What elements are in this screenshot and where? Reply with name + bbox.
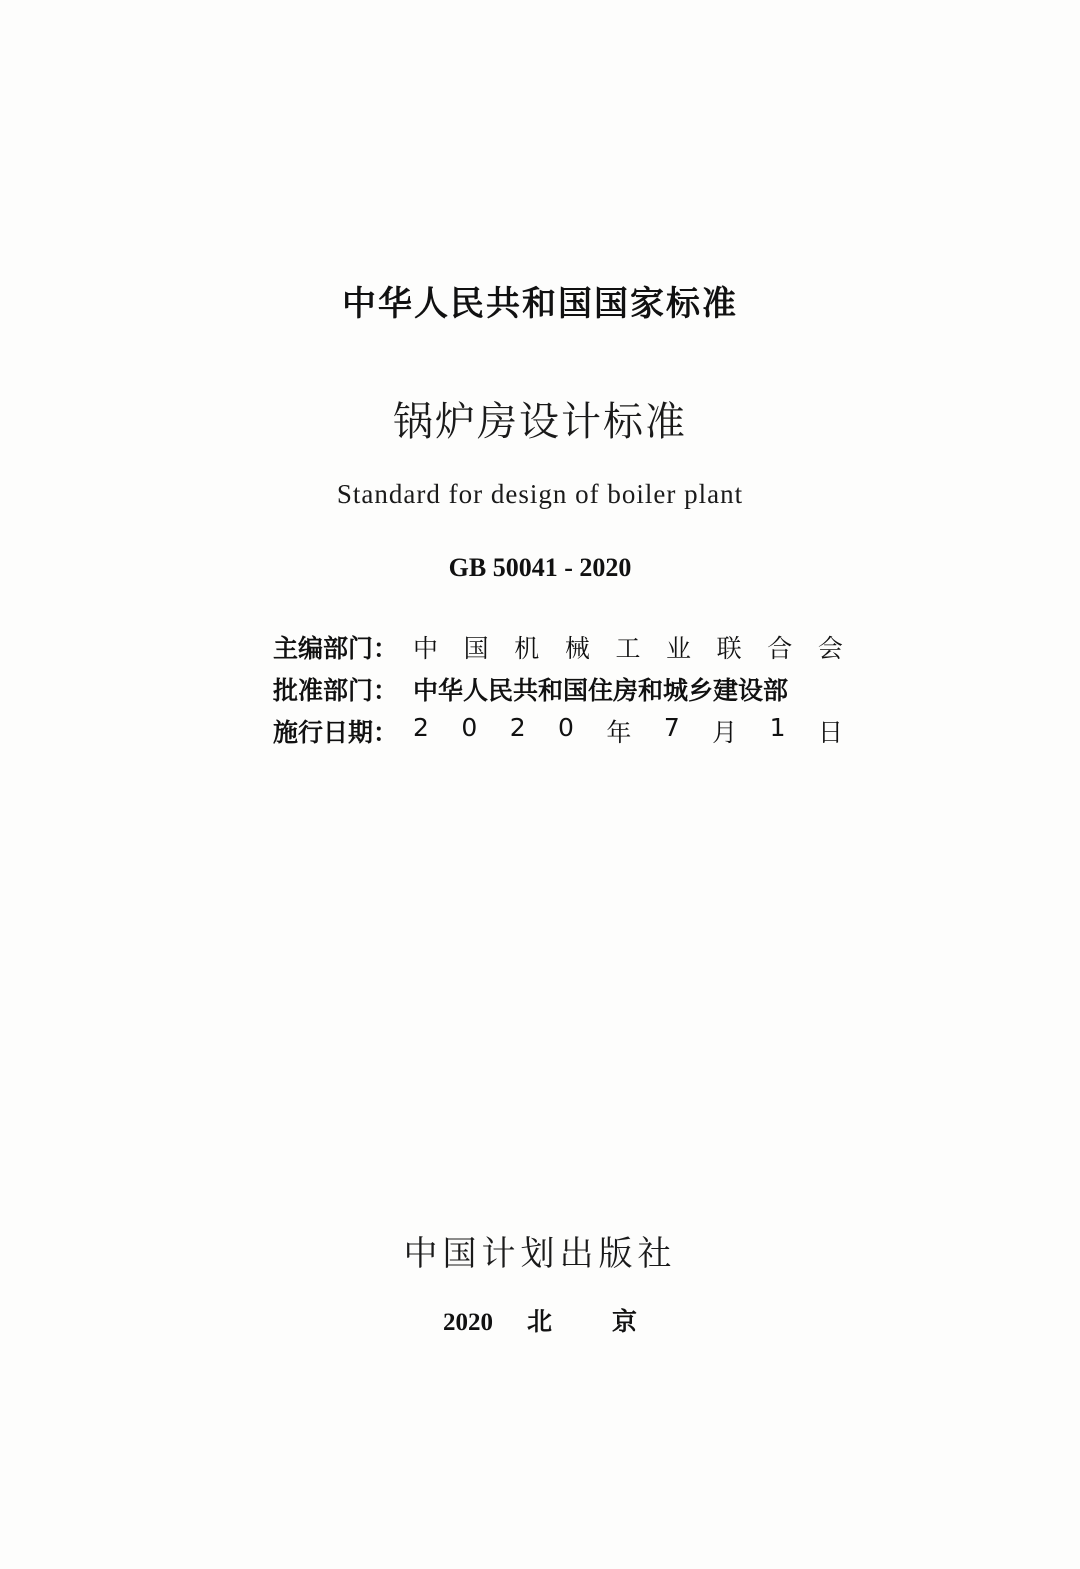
- date-char: 7: [663, 713, 680, 742]
- standard-series-heading: 中华人民共和国国家标准: [342, 284, 738, 324]
- date-char: 2: [509, 713, 526, 742]
- editor-char: 会: [817, 634, 843, 663]
- approver-label: 批准部门：: [273, 676, 399, 705]
- date-value: [413, 713, 843, 749]
- editor-char: 联: [716, 634, 742, 663]
- approver-row: [273, 668, 843, 710]
- editor-char: 械: [564, 634, 590, 663]
- publication-place: [0, 1302, 1080, 1338]
- title-chinese: 锅炉房设计标准: [393, 399, 687, 445]
- date-char: 2: [413, 713, 429, 742]
- editor-char: 国: [463, 634, 489, 663]
- editor-value: [413, 629, 843, 665]
- standard-code: GB 50041 - 2020: [448, 553, 632, 582]
- editor-char: 工: [615, 634, 641, 663]
- date-row: [273, 710, 843, 752]
- date-char: 年: [606, 718, 632, 747]
- editor-char: 合: [767, 634, 793, 663]
- info-block: [273, 626, 843, 752]
- date-char: 0: [461, 713, 478, 742]
- date-char: 0: [558, 713, 574, 742]
- editor-char: 机: [514, 634, 540, 663]
- date-label: 施行日期：: [273, 718, 399, 747]
- approver-value: 中华人民共和国住房和城乡建设部: [413, 676, 789, 705]
- publication-city-part: 京: [612, 1307, 638, 1336]
- date-char: 1: [769, 713, 786, 742]
- title-english: Standard for design of boiler plant: [336, 479, 744, 509]
- date-char: 日: [817, 718, 843, 747]
- editor-label: 主编部门：: [273, 634, 399, 663]
- editor-row: [273, 626, 843, 668]
- editor-char: 中: [413, 634, 439, 663]
- editor-char: 业: [666, 634, 692, 663]
- publication-city-part: 北: [526, 1307, 552, 1336]
- date-char: 月: [712, 718, 738, 747]
- publisher-name: 中国计划出版社: [403, 1234, 677, 1274]
- publication-year: 2020: [442, 1309, 493, 1336]
